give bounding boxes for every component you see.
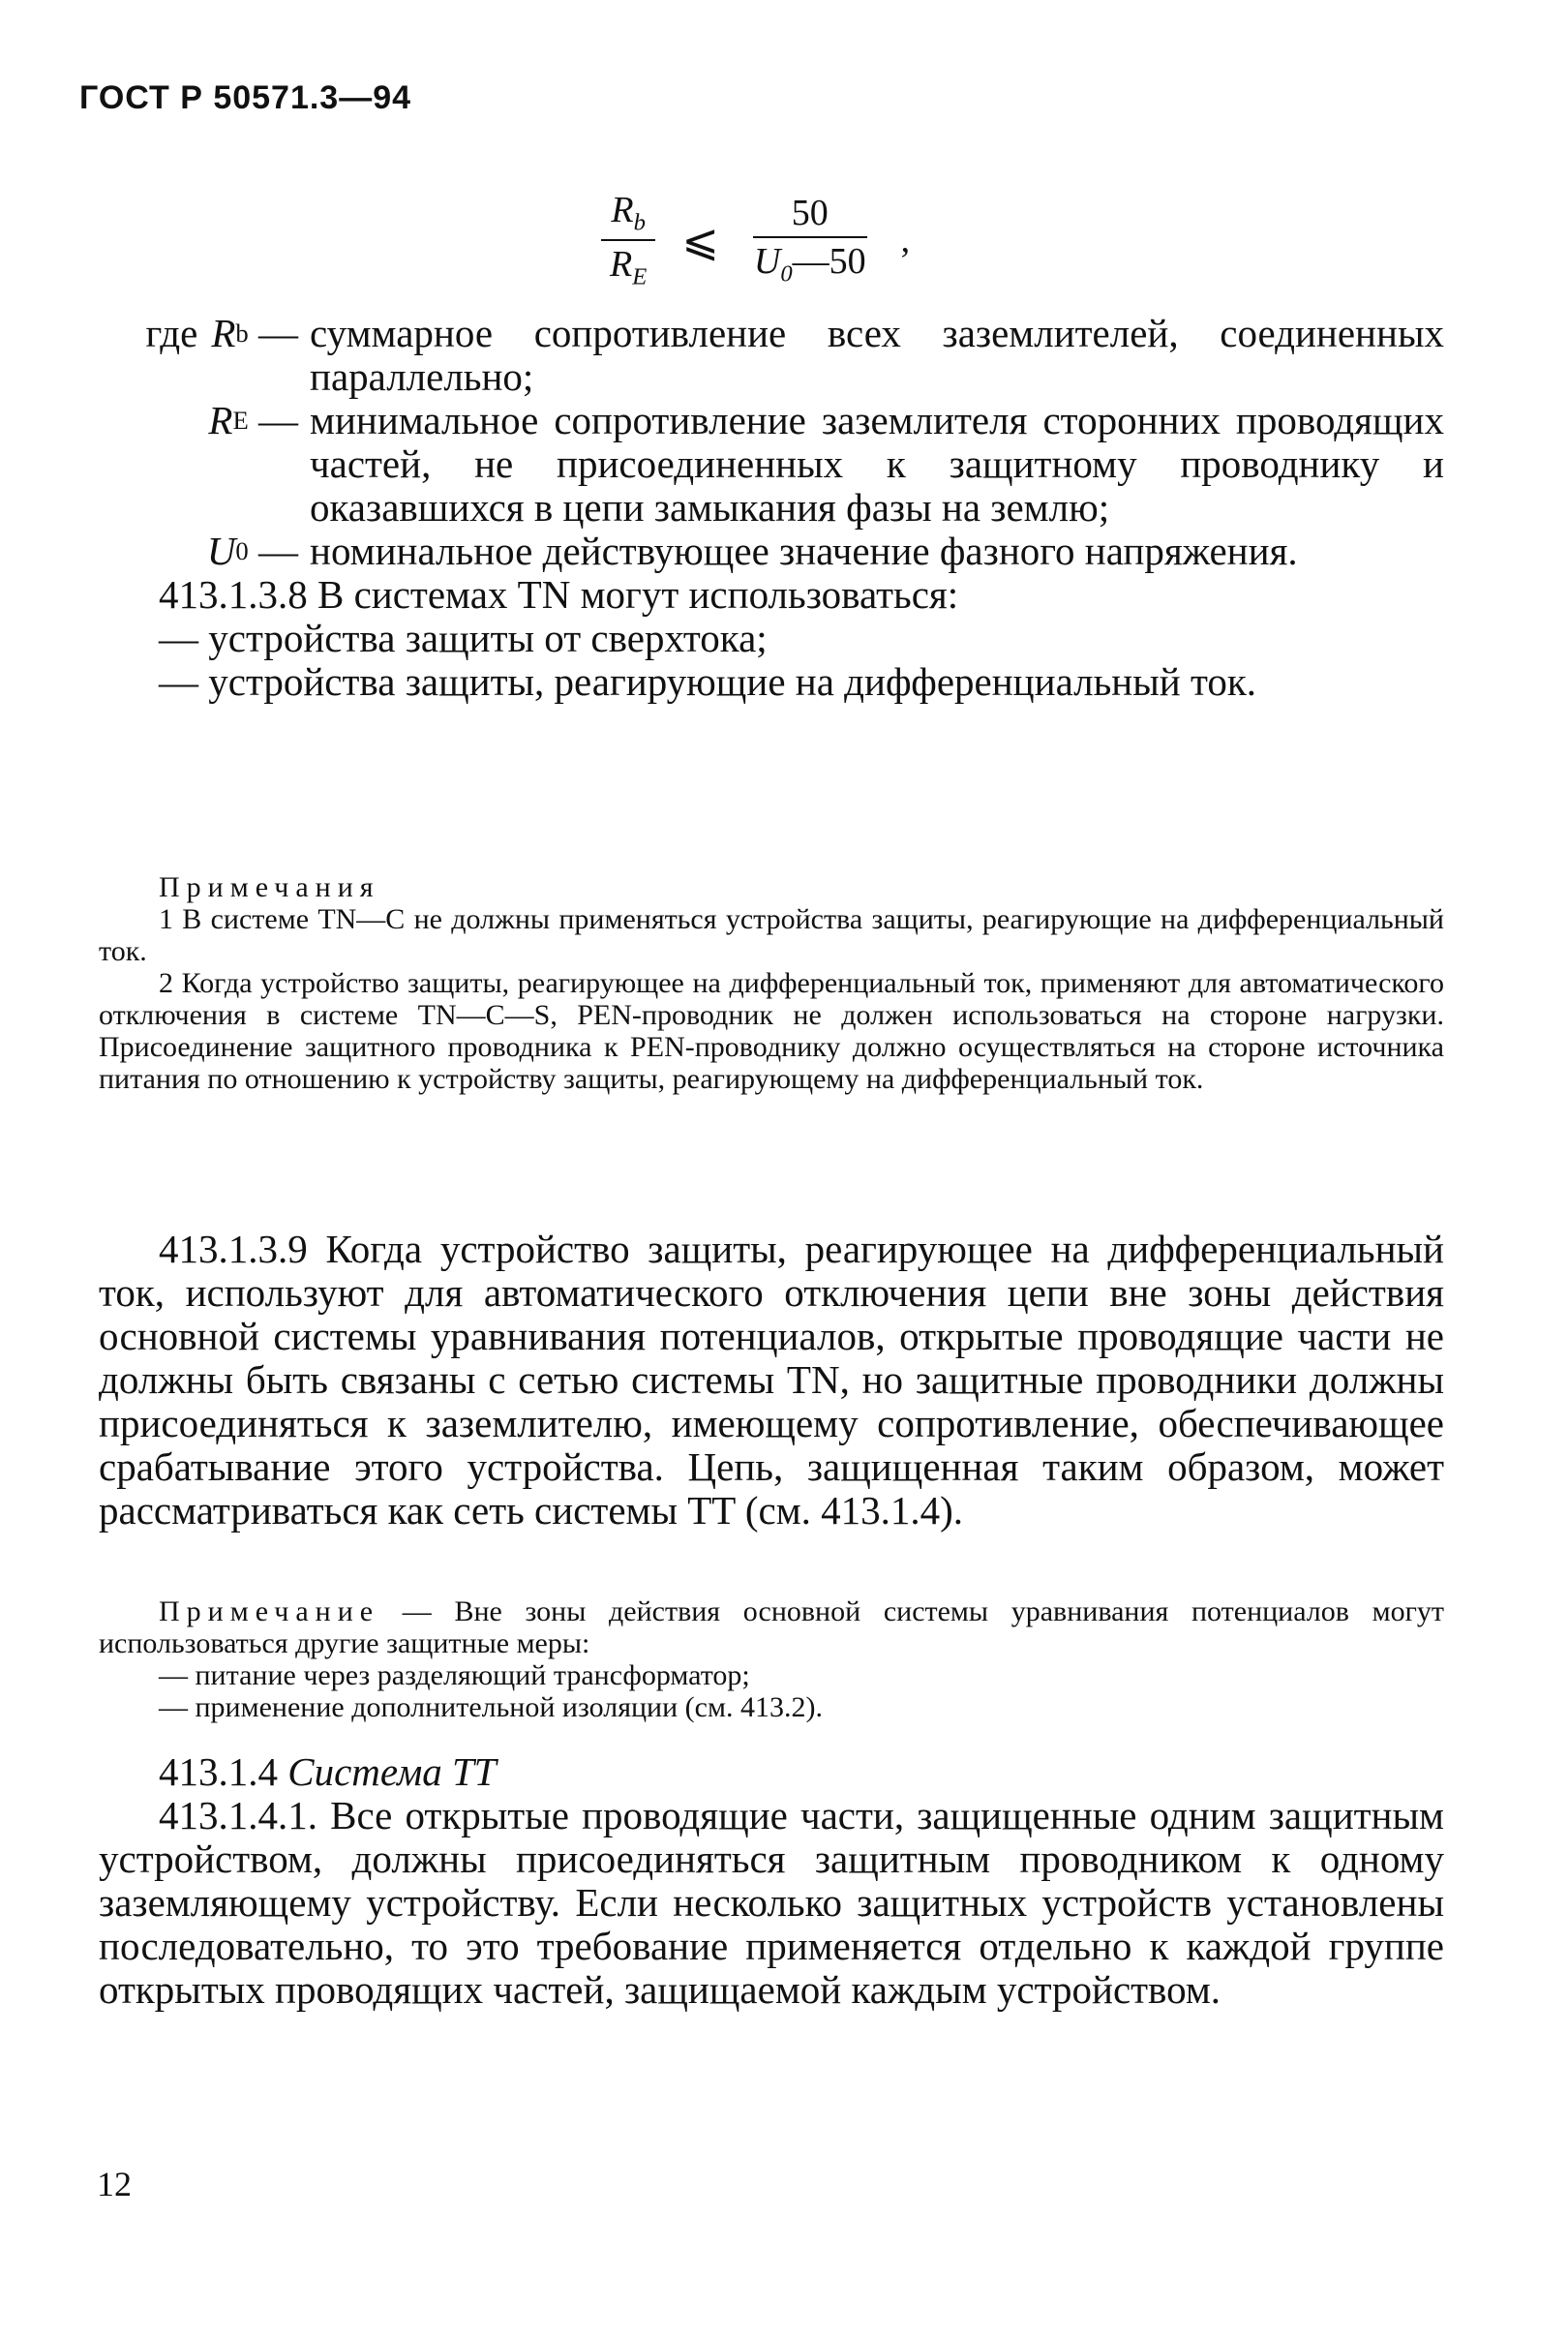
note-block — [99, 1595, 1444, 1723]
list-item: — устройства защиты, реагирующие на дифференциальный ток. — [159, 659, 1257, 704]
right-denominator-sub: 0 — [780, 260, 793, 288]
note-text: — Вне зоны действия основной системы уравнивания потенциалов могут использоваться другие защитные меры: — [99, 1595, 1445, 1659]
left-fraction — [600, 189, 656, 290]
note-heading: Примечание — [159, 1595, 380, 1627]
definition-sub: b — [235, 319, 249, 348]
relation-symbol: ⩽ — [681, 215, 719, 265]
note-list-item: — питание через разделяющий трансформатор; — [159, 1659, 750, 1691]
note-list-item: — применение дополнительной изоляции (см. 413.2). — [159, 1691, 823, 1723]
inequality-formula — [600, 189, 910, 290]
definition-dash: — — [258, 398, 298, 442]
list-item: — устройства защиты от сверхтока; — [159, 616, 768, 660]
left-denominator: R — [610, 243, 633, 285]
section-heading — [99, 1750, 1444, 1794]
definition-symbol: R — [211, 311, 236, 355]
definition-dash: — — [258, 311, 298, 355]
definition-symbol: R — [208, 398, 233, 442]
section-paragraph: 413.1.4.1. Все открытые проводящие части, защищенные одним защитным устройством, должны присоединяться защитным проводником к одному заземляющему устройству. Если несколько защитных устройств установлены последовательно, то это требование применяется отдельно к каждой группе открытых проводящих частей, защищаемой каждым устройством. — [99, 1793, 1444, 2012]
left-denominator-sub: E — [632, 263, 648, 290]
section-413-1-4 — [99, 1750, 1444, 2012]
section-title: Система TT — [287, 1749, 497, 1794]
definition-text: номинальное действующее значение фазного напряжения. — [310, 529, 1298, 573]
definition-prefix: где — [145, 311, 198, 355]
definition-sub: 0 — [235, 536, 249, 565]
left-numerator: R — [611, 190, 634, 230]
definition-sub: E — [232, 406, 249, 435]
definitions-list — [99, 312, 1444, 704]
right-denominator: U — [753, 240, 781, 282]
page-number: 12 — [97, 2165, 132, 2203]
definition-text: суммарное сопротивление всех заземлителей, соединенных параллельно; — [310, 311, 1444, 399]
definition-row — [99, 312, 1444, 399]
note-item: 2 Когда устройство защиты, реагирующее на дифференциальный ток, применяют для автоматического отключения в системе TN—C—S, PEN-проводник не должен использоваться на стороне нагрузки. Присоединение защитного проводника к PEN-проводнику должно осуществляться на стороне источника питания по отношению к устройству защиты, реагирующему на дифференциальный ток. — [99, 967, 1444, 1095]
left-numerator-sub: b — [633, 209, 646, 236]
section-number: 413.1.4 — [159, 1749, 278, 1794]
definition-dash: — — [258, 529, 298, 573]
document-header: ГОСТ Р 50571.3—94 — [79, 79, 412, 116]
formula-trailing: , — [900, 219, 911, 260]
notes-block — [99, 871, 1444, 1095]
note-item: 1 В системе TN—C не должны применяться устройства защиты, реагирующие на дифференциальный ток. — [99, 903, 1444, 967]
definition-text: минимальное сопротивление заземлителя сторонних проводящих частей, не присоединенных к защитному проводнику и оказавшихся в цепи замыкания фазы на землю; — [310, 398, 1444, 530]
definition-row — [99, 530, 1444, 573]
definition-symbol: U — [206, 529, 236, 573]
notes-heading: Примечания — [159, 871, 380, 903]
section-paragraph: 413.1.3.9 Когда устройство защиты, реагирующее на дифференциальный ток, используют для автоматического отключения цепи вне зоны действия основной системы уравнивания потенциалов, открытые проводящие части не должны быть связаны с сетью системы TN, но защитные проводники должны присоединяться к заземлителю, имеющему сопротивление, обеспечивающее срабатывание этого устройства. Цепь, защищенная таким образом, может рассматриваться как сеть системы TT (см. 413.1.4). — [99, 1227, 1444, 1533]
note-paragraph — [99, 1595, 1444, 1659]
section-413-1-3-8-title: 413.1.3.8 В системах TN могут использоваться: — [159, 572, 959, 617]
right-fraction — [744, 192, 876, 288]
right-numerator: 50 — [753, 192, 867, 238]
section-413-1-3-9 — [99, 1228, 1444, 1533]
definition-row — [99, 399, 1444, 530]
right-denominator-rest: —50 — [792, 240, 866, 282]
